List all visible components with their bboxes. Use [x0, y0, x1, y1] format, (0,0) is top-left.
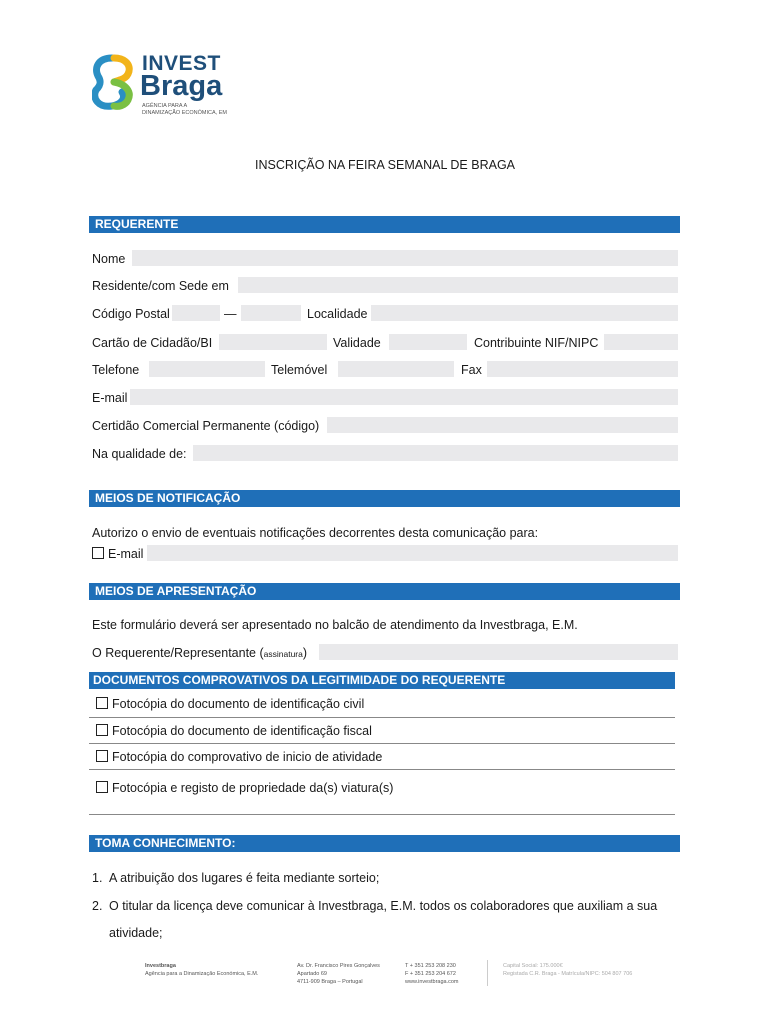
toma-num-2: 2. [92, 899, 103, 913]
footer-capital: Capital Social: 175.000€ [503, 963, 563, 969]
checkbox-icon[interactable] [96, 781, 108, 793]
documento-item-2[interactable] [96, 723, 372, 739]
label-email: E-mail [92, 391, 128, 405]
nome-field[interactable] [132, 250, 678, 266]
footer-col-3 [405, 962, 459, 986]
toma-item-1 [92, 870, 379, 886]
qualidade-field[interactable] [193, 445, 678, 461]
checkbox-icon[interactable] [96, 750, 108, 762]
documento-item-1[interactable] [96, 696, 364, 712]
representante-label [92, 645, 307, 662]
codigo-postal-dash: — [224, 307, 237, 321]
notificacao-email-option[interactable] [92, 546, 143, 562]
logo-braga: Braga [140, 70, 223, 102]
contribuinte-field[interactable] [604, 334, 678, 350]
divider [89, 814, 675, 815]
notificacao-email-label: E-mail [108, 547, 144, 561]
email-field[interactable] [130, 389, 678, 405]
footer-registo: Registada C.R. Braga - Matrícula/NIPC: 504 807 706 [503, 971, 633, 977]
localidade-field[interactable] [371, 305, 678, 321]
telefone-field[interactable] [149, 361, 265, 377]
divider [89, 717, 675, 718]
footer-address-2: Apartado 69 [297, 971, 327, 977]
label-codigo-postal: Código Postal [92, 307, 170, 321]
divider [89, 769, 675, 770]
section-header-requerente: REQUERENTE [89, 216, 680, 233]
apresentacao-text: Este formulário deverá ser apresentado no balcão de atendimento da Investbraga, E.M. [92, 618, 578, 632]
label-nome: Nome [92, 252, 126, 266]
label-telemovel: Telemóvel [271, 363, 328, 377]
label-fax: Fax [461, 363, 482, 377]
telemovel-field[interactable] [338, 361, 454, 377]
documento-label-3: Fotocópia do comprovativo de inicio de atividade [112, 750, 383, 764]
footer-col-1 [145, 962, 258, 978]
documento-label-4: Fotocópia e registo de propriedade da(s) viatura(s) [112, 781, 394, 795]
footer-col-2 [297, 962, 380, 986]
label-qualidade: Na qualidade de: [92, 447, 187, 461]
certidao-field[interactable] [327, 417, 678, 433]
residente-field[interactable] [238, 277, 678, 293]
label-certidao: Certidão Comercial Permanente (código) [92, 419, 320, 433]
section-header-documentos: DOCUMENTOS COMPROVATIVOS DA LEGITIMIDADE DO REQUERENTE [89, 672, 675, 689]
footer-address-3: 4711-909 Braga – Portugal [297, 979, 363, 985]
footer-company-desc: Agência para a Dinamização Económica, E.M. [145, 971, 259, 977]
toma-text-1: A atribuição dos lugares é feita mediante sorteio; [109, 871, 380, 885]
notificacao-email-field[interactable] [147, 545, 678, 561]
documento-item-4[interactable] [96, 780, 393, 796]
footer-col-4 [503, 962, 632, 978]
footer-company: Investbraga [145, 963, 176, 969]
footer-address-1: Av. Dr. Francisco Pires Gonçalves [297, 963, 380, 969]
toma-item-2 [92, 898, 657, 914]
toma-num-1: 1. [92, 871, 103, 885]
toma-item-2-cont: atividade; [109, 926, 163, 940]
checkbox-icon[interactable] [96, 724, 108, 736]
assinatura-hint: assinatura [263, 649, 303, 659]
label-contribuinte: Contribuinte NIF/NIPC [474, 336, 599, 350]
codigo-postal-field-2[interactable] [241, 305, 301, 321]
footer-website[interactable]: www.investbraga.com [405, 979, 459, 985]
section-header-apresentacao: MEIOS DE APRESENTAÇÃO [89, 583, 680, 600]
logo [92, 50, 252, 118]
logo-invest: INVEST [142, 52, 221, 75]
representante-text: O Requerente/Representante ( [92, 646, 264, 660]
documento-label-1: Fotocópia do documento de identificação civil [112, 697, 365, 711]
notificacao-text: Autorizo o envio de eventuais notificações decorrentes desta comunicação para: [92, 526, 539, 540]
representante-close: ) [302, 646, 308, 660]
footer-fax: F + 351 253 204 672 [405, 971, 456, 977]
logo-tagline-2: DINAMIZAÇÃO ECONÓMICA, EM [142, 110, 227, 116]
section-header-notificacao: MEIOS DE NOTIFICAÇÃO [89, 490, 680, 507]
toma-text-2: O titular da licença deve comunicar à Investbraga, E.M. todos os colaboradores que auxiliam a sua [109, 899, 658, 913]
fax-field[interactable] [487, 361, 678, 377]
label-cartao: Cartão de Cidadão/BI [92, 336, 213, 350]
divider [89, 743, 675, 744]
cartao-field[interactable] [219, 334, 327, 350]
section-header-toma: TOMA CONHECIMENTO: [89, 835, 680, 852]
label-residente: Residente/com Sede em [92, 279, 229, 293]
logo-tagline-1: AGÊNCIA PARA A [142, 103, 188, 109]
documento-label-2: Fotocópia do documento de identificação fiscal [112, 724, 372, 738]
footer-divider [487, 960, 488, 986]
invest-braga-logo-icon [92, 54, 136, 110]
label-telefone: Telefone [92, 363, 140, 377]
page-title: INSCRIÇÃO NA FEIRA SEMANAL DE BRAGA [254, 158, 516, 172]
checkbox-icon[interactable] [92, 547, 104, 559]
label-localidade: Localidade [307, 307, 368, 321]
validade-field[interactable] [389, 334, 467, 350]
documento-item-3[interactable] [96, 749, 382, 765]
checkbox-icon[interactable] [96, 697, 108, 709]
codigo-postal-field-1[interactable] [172, 305, 220, 321]
footer-phone: T + 351 253 208 230 [405, 963, 456, 969]
assinatura-field[interactable] [319, 644, 678, 660]
label-validade: Validade [333, 336, 381, 350]
